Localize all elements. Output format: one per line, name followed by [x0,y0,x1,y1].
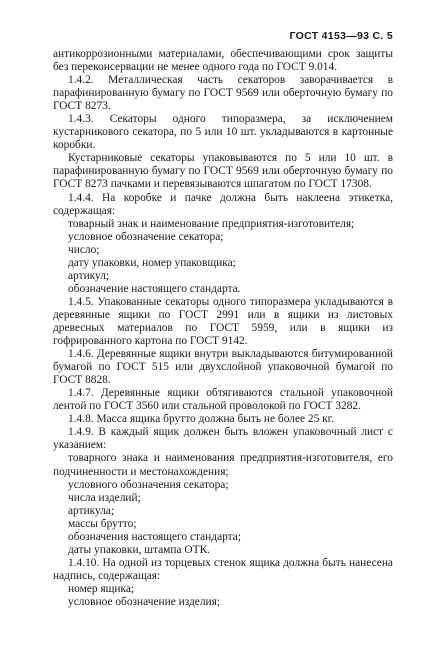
page-number: С. 5 [372,30,393,42]
list-item: артикул; [68,269,110,282]
list-item: товарного знака и наименования предприятия-изготовителя, его подчиненности и местонахождения; [53,452,393,478]
document-body [53,48,393,609]
list-item: товарный знак и наименование предприятия-изготовителя; [68,217,355,230]
paragraph: 1.4.8. Масса ящика брутто должна быть не более 25 кг. [68,413,334,426]
paragraph: 1.4.7. Деревянные ящики обтягиваются стальной упаковочной лентой по ГОСТ 3560 или стальной проволокой по ГОСТ 3282. [53,387,393,413]
list-item: артикула; [68,504,115,517]
page-header [290,30,393,42]
list-item: условное обозначение секатора; [68,230,224,243]
paragraph: 1.4.5. Упакованные секаторы одного типоразмера укладываются в деревянные ящики по ГОСТ 2991 или в ящики из листовых древесных материалов по ГОСТ 5959, или в ящики из гофрированного картона по ГОСТ 9142. [53,295,393,348]
paragraph: 1.4.9. В каждый ящик должен быть вложен упаковочный лист с указанием: [53,426,393,452]
list-item: обозначения настоящего стандарта; [68,530,242,543]
paragraph: 1.4.2. Металлическая часть секаторов заворачивается в парафинированную бумагу по ГОСТ 9569 или оберточную бумагу по ГОСТ 8273. [53,74,393,113]
list-item: обозначение настоящего стандарта. [68,282,241,295]
list-item: даты упаковки, штампа ОТК. [68,543,211,556]
paragraph: 1.4.3. Секаторы одного типоразмера, за исключением кустарникового секатора, по 5 или 10 шт. укладываются в картонные коробки. [53,113,393,152]
list-item: номер ящика; [68,582,135,595]
paragraph: 1.4.6. Деревянные ящики внутри выкладываются битумированной бумагой по ГОСТ 515 или двухслойной упаковочной бумагой по ГОСТ 8828. [53,348,393,387]
list-item: числа изделий; [68,491,141,504]
paragraph: 1.4.4. На коробке и пачке должна быть наклеена этикетка, содержащая: [53,191,393,217]
list-item: условное обозначение изделия; [68,595,221,608]
paragraph: антикоррозионными материалами, обеспечивающими срок защиты без переконсервации не менее одного года по ГОСТ 9.014. [53,48,393,74]
paragraph: 1.4.10. На одной из торцевых стенок ящика должна быть нанесена надпись, содержащая: [53,556,393,582]
list-item: число; [68,243,100,256]
standard-number: ГОСТ 4153—93 [289,30,370,42]
list-item: дату упаковки, номер упаковщика; [68,256,236,269]
list-item: условного обозначения секатора; [68,478,229,491]
list-item: массы брутто; [68,517,137,530]
paragraph: Кустарниковые секаторы упаковываются по 5 или 10 шт. в парафинированную бумагу по ГОСТ 9569 или оберточную бумагу по ГОСТ 8273 пачками и перевязываются шпагатом по ГОСТ 17308. [53,152,393,191]
